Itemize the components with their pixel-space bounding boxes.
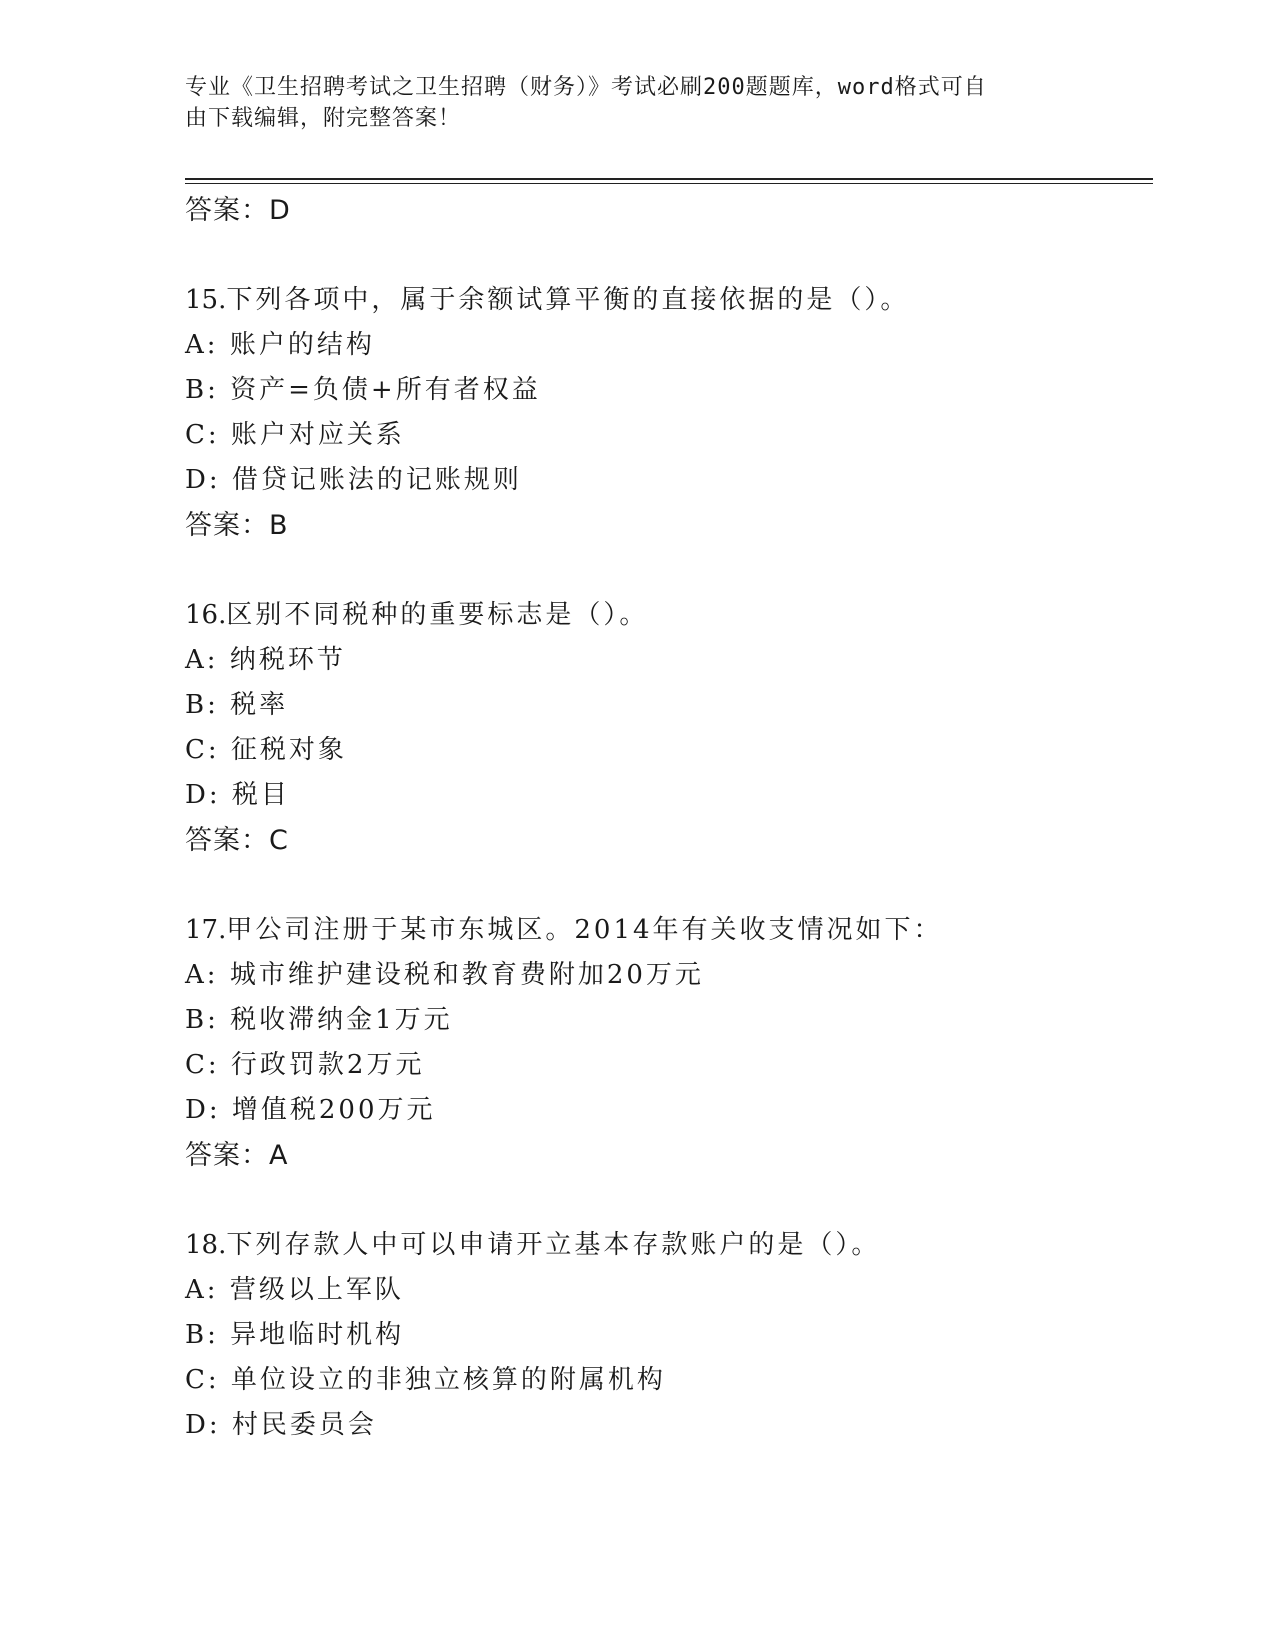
- option-label: B:: [185, 1320, 219, 1350]
- question-text: 区别不同税种的重要标志是（）。: [226, 600, 649, 630]
- option-a: [185, 323, 1145, 368]
- document-header: [185, 72, 1065, 134]
- option-b: [185, 368, 1145, 413]
- option-c: [185, 728, 1145, 773]
- question-stem: [185, 278, 1145, 323]
- option-text: 营级以上军队: [229, 1275, 404, 1305]
- spacer: [185, 863, 1145, 908]
- option-label: B:: [185, 375, 219, 405]
- option-c: [185, 1358, 1145, 1403]
- answer: 答案：C: [185, 825, 289, 856]
- option-a: [185, 1268, 1145, 1313]
- option-text: 税收滞纳金1万元: [230, 1005, 453, 1035]
- option-label: A:: [185, 330, 219, 360]
- option-text: 税目: [231, 780, 290, 810]
- option-text: 单位设立的非独立核算的附属机构: [230, 1365, 666, 1395]
- option-label: B:: [185, 690, 219, 720]
- option-a: [185, 953, 1145, 998]
- question-16: [185, 593, 1145, 863]
- header-line-1: 专业《卫生招聘考试之卫生招聘（财务）》考试必刷200题题库，word格式可自: [185, 75, 987, 100]
- option-label: D:: [185, 1095, 221, 1125]
- question-stem: [185, 1223, 1145, 1268]
- answer: 答案：B: [185, 510, 289, 541]
- option-d: [185, 773, 1145, 818]
- question-18: [185, 1223, 1145, 1448]
- question-number: 18.: [185, 1230, 227, 1260]
- question-number: 17.: [185, 915, 227, 945]
- option-d: [185, 1403, 1145, 1448]
- option-text: 增值税200万元: [231, 1095, 436, 1125]
- option-text: 税率: [230, 690, 289, 720]
- question-stem: [185, 908, 1145, 953]
- option-a: [185, 638, 1145, 683]
- answer: 答案：A: [185, 1140, 289, 1171]
- option-text: 账户的结构: [229, 330, 375, 360]
- option-b: [185, 998, 1145, 1043]
- option-label: C:: [185, 735, 220, 765]
- header-divider-thin: [185, 183, 1153, 184]
- question-text: 下列存款人中可以申请开立基本存款账户的是（）。: [226, 1230, 881, 1260]
- option-label: A:: [185, 960, 219, 990]
- option-label: A:: [185, 1275, 219, 1305]
- option-label: B:: [185, 1005, 219, 1035]
- option-text: 城市维护建设税和教育费附加20万元: [229, 960, 704, 990]
- question-number: 16.: [185, 600, 227, 630]
- spacer: [185, 548, 1145, 593]
- option-text: 行政罚款2万元: [230, 1050, 425, 1080]
- question-stem: [185, 593, 1145, 638]
- option-label: C:: [185, 1365, 220, 1395]
- option-d: [185, 1088, 1145, 1133]
- question-list: [185, 188, 1145, 1448]
- option-label: C:: [185, 1050, 220, 1080]
- option-text: 借贷记账法的记账规则: [231, 465, 522, 495]
- question-17: [185, 908, 1145, 1178]
- question-15: [185, 278, 1145, 548]
- option-label: D:: [185, 465, 221, 495]
- header-divider-thick: [185, 178, 1153, 180]
- option-text: 资产=负债+所有者权益: [230, 375, 541, 405]
- option-text: 账户对应关系: [230, 420, 405, 450]
- header-line-2: 由下载编辑，附完整答案！: [185, 106, 462, 131]
- option-c: [185, 1043, 1145, 1088]
- option-text: 纳税环节: [229, 645, 346, 675]
- question-text: 下列各项中，属于余额试算平衡的直接依据的是（）。: [226, 285, 910, 315]
- question-number: 15.: [185, 285, 227, 315]
- option-text: 异地临时机构: [230, 1320, 405, 1350]
- option-c: [185, 413, 1145, 458]
- option-b: [185, 683, 1145, 728]
- option-text: 村民委员会: [231, 1410, 377, 1440]
- option-label: A:: [185, 645, 219, 675]
- option-label: D:: [185, 780, 221, 810]
- spacer: [185, 233, 1145, 278]
- question-text: 甲公司注册于某市东城区。2014年有关收支情况如下：: [226, 915, 943, 945]
- option-d: [185, 458, 1145, 503]
- option-label: C:: [185, 420, 220, 450]
- previous-answer: 答案：D: [185, 195, 291, 226]
- option-b: [185, 1313, 1145, 1358]
- option-label: D:: [185, 1410, 221, 1440]
- spacer: [185, 1178, 1145, 1223]
- option-text: 征税对象: [230, 735, 347, 765]
